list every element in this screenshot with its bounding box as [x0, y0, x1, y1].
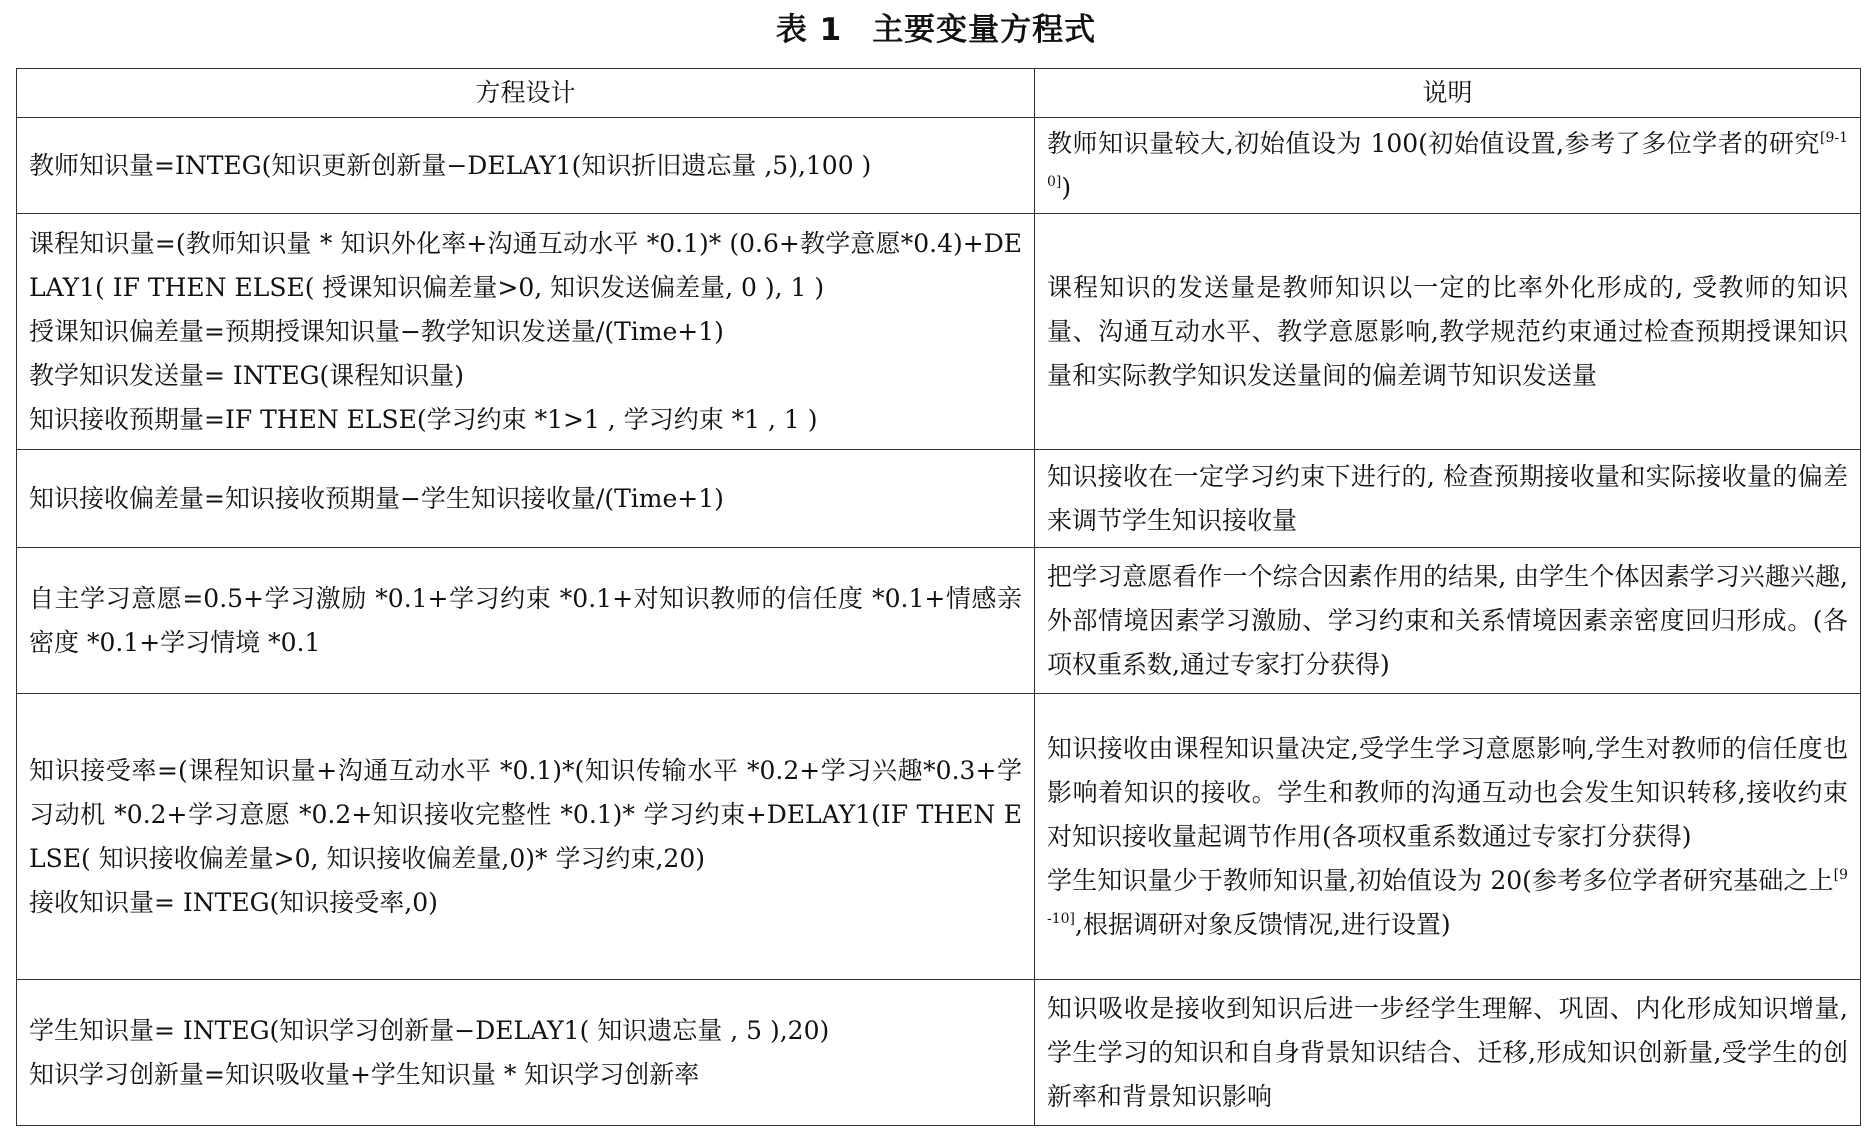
- header-note: 说明: [1035, 69, 1861, 118]
- note-cell: [1035, 548, 1861, 694]
- equation-line: 知识接受率=(课程知识量+沟通互动水平 *0.1)*(知识传输水平 *0.2+学习兴趣*0.3+学习动机 *0.2+学习意愿 *0.2+知识接收完整性 *0.1)* 学习约束+DELAY1(IF THEN ELSE( 知识接收偏差量>0, 知识接收偏差量,0)* 学习约束,20): [29, 755, 1022, 873]
- header-equation: 方程设计: [17, 69, 1035, 118]
- citation-ref: [9-10]: [1047, 866, 1848, 927]
- equation-line: 课程知识量=(教师知识量 * 知识外化率+沟通互动水平 *0.1)* (0.6+教学意愿*0.4)+DELAY1( IF THEN ELSE( 授课知识偏差量>0, 知识发送偏差量, 0 ), 1 ): [29, 228, 1022, 302]
- equation-line: 知识接收预期量=IF THEN ELSE(学习约束 *1>1 , 学习约束 *1 , 1 ): [29, 404, 818, 434]
- equation-line: 接收知识量= INTEG(知识接受率,0): [29, 887, 438, 917]
- note-text: 学生知识量少于教师知识量,初始值设为 20(参考多位学者研究基础之上: [1047, 865, 1834, 895]
- note-paragraph: [1047, 727, 1848, 859]
- equation-line: 授课知识偏差量=预期授课知识量−教学知识发送量/(Time+1): [29, 316, 724, 346]
- equation-cell: [17, 980, 1035, 1126]
- note-cell: [1035, 980, 1861, 1126]
- equation-line: 教学知识发送量= INTEG(课程知识量): [29, 360, 465, 390]
- table-header-row: [17, 69, 1861, 118]
- table-row: [17, 980, 1861, 1126]
- equations-table: [16, 68, 1861, 1126]
- equation-cell: [17, 694, 1035, 980]
- note-text: 把学习意愿看作一个综合因素作用的结果, 由学生个体因素学习兴趣兴趣,外部情境因素学习激励、学习约束和关系情境因素亲密度回归形成。(各项权重系数,通过专家打分获得): [1047, 561, 1848, 679]
- citation-ref: [9-10]: [1047, 129, 1848, 190]
- note-text: 知识接收在一定学习约束下进行的, 检查预期接收量和实际接收量的偏差来调节学生知识接收量: [1047, 461, 1848, 535]
- equation-line: 自主学习意愿=0.5+学习激励 *0.1+学习约束 *0.1+对知识教师的信任度 *0.1+情感亲密度 *0.1+学习情境 *0.1: [29, 583, 1022, 657]
- note-cell: [1035, 694, 1861, 980]
- note-text: 课程知识的发送量是教师知识以一定的比率外化形成的, 受教师的知识量、沟通互动水平、教学意愿影响,教学规范约束通过检查预期授课知识量和实际教学知识发送量间的偏差调节知识发送量: [1047, 272, 1848, 390]
- table-row: [17, 118, 1861, 214]
- equation-cell: [17, 214, 1035, 450]
- note-paragraph: [1047, 859, 1848, 947]
- equation-cell: [17, 548, 1035, 694]
- table-row: [17, 548, 1861, 694]
- equation-cell: [17, 118, 1035, 214]
- equation-line: 教师知识量=INTEG(知识更新创新量−DELAY1(知识折旧遗忘量 ,5),100 ): [29, 150, 872, 180]
- equation-line: 学生知识量= INTEG(知识学习创新量−DELAY1( 知识遗忘量 , 5 ),20): [29, 1015, 830, 1045]
- table-title: [0, 6, 1872, 54]
- note-tail: ,根据调研对象反馈情况,进行设置): [1075, 909, 1451, 939]
- equation-line: 知识学习创新量=知识吸收量+学生知识量 * 知识学习创新率: [29, 1059, 700, 1089]
- note-cell: [1035, 214, 1861, 450]
- note-text: 教师知识量较大,初始值设为 100(初始值设置,参考了多位学者的研究: [1047, 128, 1820, 158]
- table-row: [17, 450, 1861, 548]
- table-row: [17, 214, 1861, 450]
- equation-line: 知识接收偏差量=知识接收预期量−学生知识接收量/(Time+1): [29, 483, 724, 513]
- note-text: 知识接收由课程知识量决定,受学生学习意愿影响,学生对教师的信任度也影响着知识的接收。学生和教师的沟通互动也会发生知识转移,接收约束对知识接收量起调节作用(各项权重系数通过专家打分获得): [1047, 733, 1848, 851]
- table-row: [17, 694, 1861, 980]
- note-cell: [1035, 118, 1861, 214]
- table-title-text: 主要变量方程式: [872, 12, 1097, 48]
- note-text: 知识吸收是接收到知识后进一步经学生理解、巩固、内化形成知识增量,学生学习的知识和自身背景知识结合、迁移,形成知识创新量,受学生的创新率和背景知识影响: [1047, 993, 1848, 1111]
- table-number: 表 1: [775, 12, 843, 48]
- note-tail: ): [1061, 172, 1072, 202]
- equation-cell: [17, 450, 1035, 548]
- note-cell: [1035, 450, 1861, 548]
